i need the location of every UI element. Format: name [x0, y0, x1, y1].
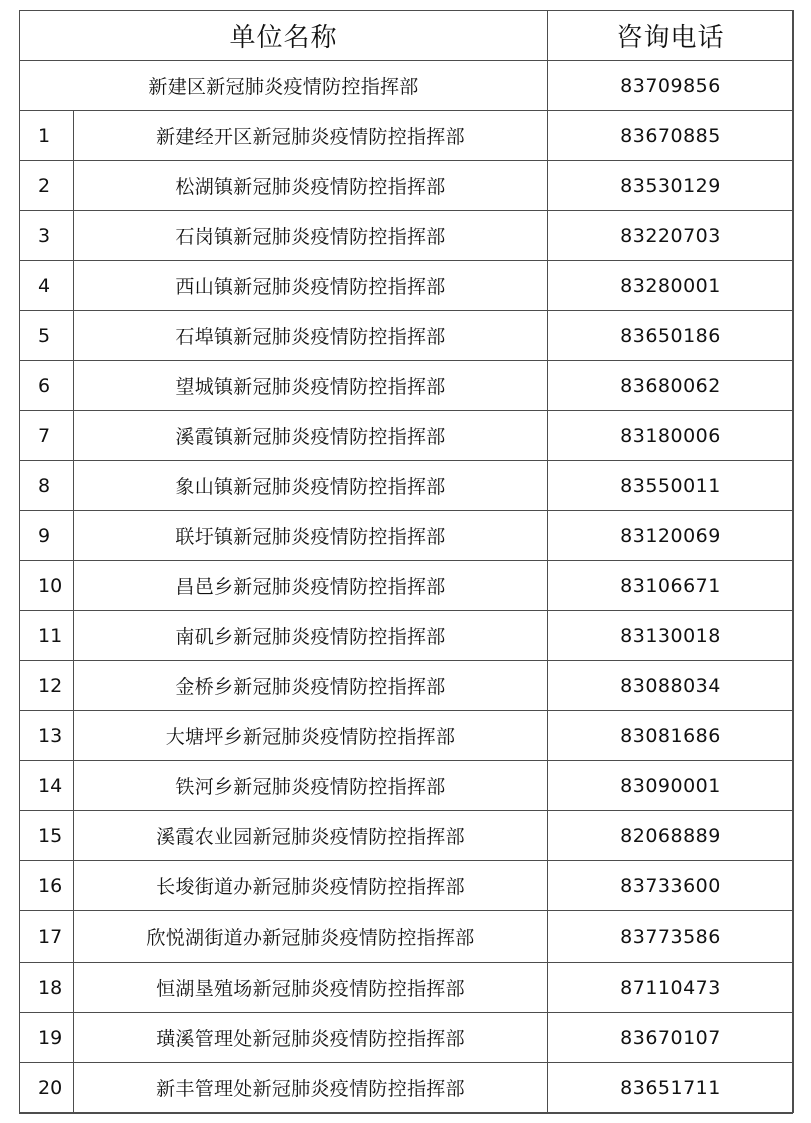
row-number: 15: [20, 811, 74, 861]
district-phone: 83709856: [548, 61, 794, 111]
row-unit-name: 联圩镇新冠肺炎疫情防控指挥部: [74, 511, 548, 561]
row-phone: 83651711: [548, 1063, 794, 1113]
row-unit-name: 西山镇新冠肺炎疫情防控指挥部: [74, 261, 548, 311]
row-unit-name: 欣悦湖街道办新冠肺炎疫情防控指挥部: [74, 911, 548, 963]
table-row: [20, 311, 794, 361]
row-number: 6: [20, 361, 74, 411]
row-phone: 83130018: [548, 611, 794, 661]
row-number: 5: [20, 311, 74, 361]
row-phone: 83773586: [548, 911, 794, 963]
table-row: [20, 711, 794, 761]
row-phone: 87110473: [548, 963, 794, 1013]
row-phone: 83081686: [548, 711, 794, 761]
row-unit-name: 松湖镇新冠肺炎疫情防控指挥部: [74, 161, 548, 211]
district-name: 新建区新冠肺炎疫情防控指挥部: [20, 61, 548, 111]
row-unit-name: 象山镇新冠肺炎疫情防控指挥部: [74, 461, 548, 511]
row-number: 13: [20, 711, 74, 761]
row-unit-name: 溪霞农业园新冠肺炎疫情防控指挥部: [74, 811, 548, 861]
row-phone: 83670107: [548, 1013, 794, 1063]
table-row: [20, 111, 794, 161]
table-header-row: [20, 11, 794, 61]
row-phone: 83120069: [548, 511, 794, 561]
row-unit-name: 溪霞镇新冠肺炎疫情防控指挥部: [74, 411, 548, 461]
row-unit-name: 铁河乡新冠肺炎疫情防控指挥部: [74, 761, 548, 811]
table-row: [20, 1063, 794, 1113]
table-row: [20, 211, 794, 261]
table-row: [20, 161, 794, 211]
row-number: 20: [20, 1063, 74, 1113]
row-number: 12: [20, 661, 74, 711]
contact-table-sheet: [19, 10, 793, 1114]
row-unit-name: 昌邑乡新冠肺炎疫情防控指挥部: [74, 561, 548, 611]
row-phone: 83088034: [548, 661, 794, 711]
row-phone: 83550011: [548, 461, 794, 511]
row-unit-name: 新建经开区新冠肺炎疫情防控指挥部: [74, 111, 548, 161]
table-body: [20, 61, 794, 1113]
row-number: 14: [20, 761, 74, 811]
table-row: [20, 511, 794, 561]
table-row: [20, 561, 794, 611]
table-row: [20, 661, 794, 711]
table-row: [20, 361, 794, 411]
row-phone: 83733600: [548, 861, 794, 911]
table-row: [20, 261, 794, 311]
row-number: 18: [20, 963, 74, 1013]
row-phone: 83650186: [548, 311, 794, 361]
row-unit-name: 大塘坪乡新冠肺炎疫情防控指挥部: [74, 711, 548, 761]
row-number: 17: [20, 911, 74, 963]
row-phone: 83220703: [548, 211, 794, 261]
row-number: 8: [20, 461, 74, 511]
table-row: [20, 411, 794, 461]
row-unit-name: 石埠镇新冠肺炎疫情防控指挥部: [74, 311, 548, 361]
row-unit-name: 恒湖垦殖场新冠肺炎疫情防控指挥部: [74, 963, 548, 1013]
row-unit-name: 新丰管理处新冠肺炎疫情防控指挥部: [74, 1063, 548, 1113]
row-number: 1: [20, 111, 74, 161]
row-number: 2: [20, 161, 74, 211]
row-number: 9: [20, 511, 74, 561]
row-number: 19: [20, 1013, 74, 1063]
row-phone: 83090001: [548, 761, 794, 811]
row-number: 7: [20, 411, 74, 461]
row-number: 16: [20, 861, 74, 911]
district-row: [20, 61, 794, 111]
table-row: [20, 811, 794, 861]
row-unit-name: 石岗镇新冠肺炎疫情防控指挥部: [74, 211, 548, 261]
row-unit-name: 望城镇新冠肺炎疫情防控指挥部: [74, 361, 548, 411]
table-row: [20, 963, 794, 1013]
row-number: 11: [20, 611, 74, 661]
row-number: 4: [20, 261, 74, 311]
table-row: [20, 611, 794, 661]
row-unit-name: 金桥乡新冠肺炎疫情防控指挥部: [74, 661, 548, 711]
row-unit-name: 南矶乡新冠肺炎疫情防控指挥部: [74, 611, 548, 661]
table-row: [20, 861, 794, 911]
row-phone: 83106671: [548, 561, 794, 611]
row-phone: 83530129: [548, 161, 794, 211]
row-phone: 83280001: [548, 261, 794, 311]
row-unit-name: 长埈街道办新冠肺炎疫情防控指挥部: [74, 861, 548, 911]
row-phone: 82068889: [548, 811, 794, 861]
table-row: [20, 911, 794, 963]
row-phone: 83180006: [548, 411, 794, 461]
header-unit-name: 单位名称: [20, 11, 548, 61]
row-phone: 83680062: [548, 361, 794, 411]
row-phone: 83670885: [548, 111, 794, 161]
table-row: [20, 1013, 794, 1063]
table-row: [20, 461, 794, 511]
row-number: 3: [20, 211, 74, 261]
contact-table: [19, 10, 794, 1113]
table-row: [20, 761, 794, 811]
row-unit-name: 璜溪管理处新冠肺炎疫情防控指挥部: [74, 1013, 548, 1063]
row-number: 10: [20, 561, 74, 611]
header-phone: 咨询电话: [548, 11, 794, 61]
